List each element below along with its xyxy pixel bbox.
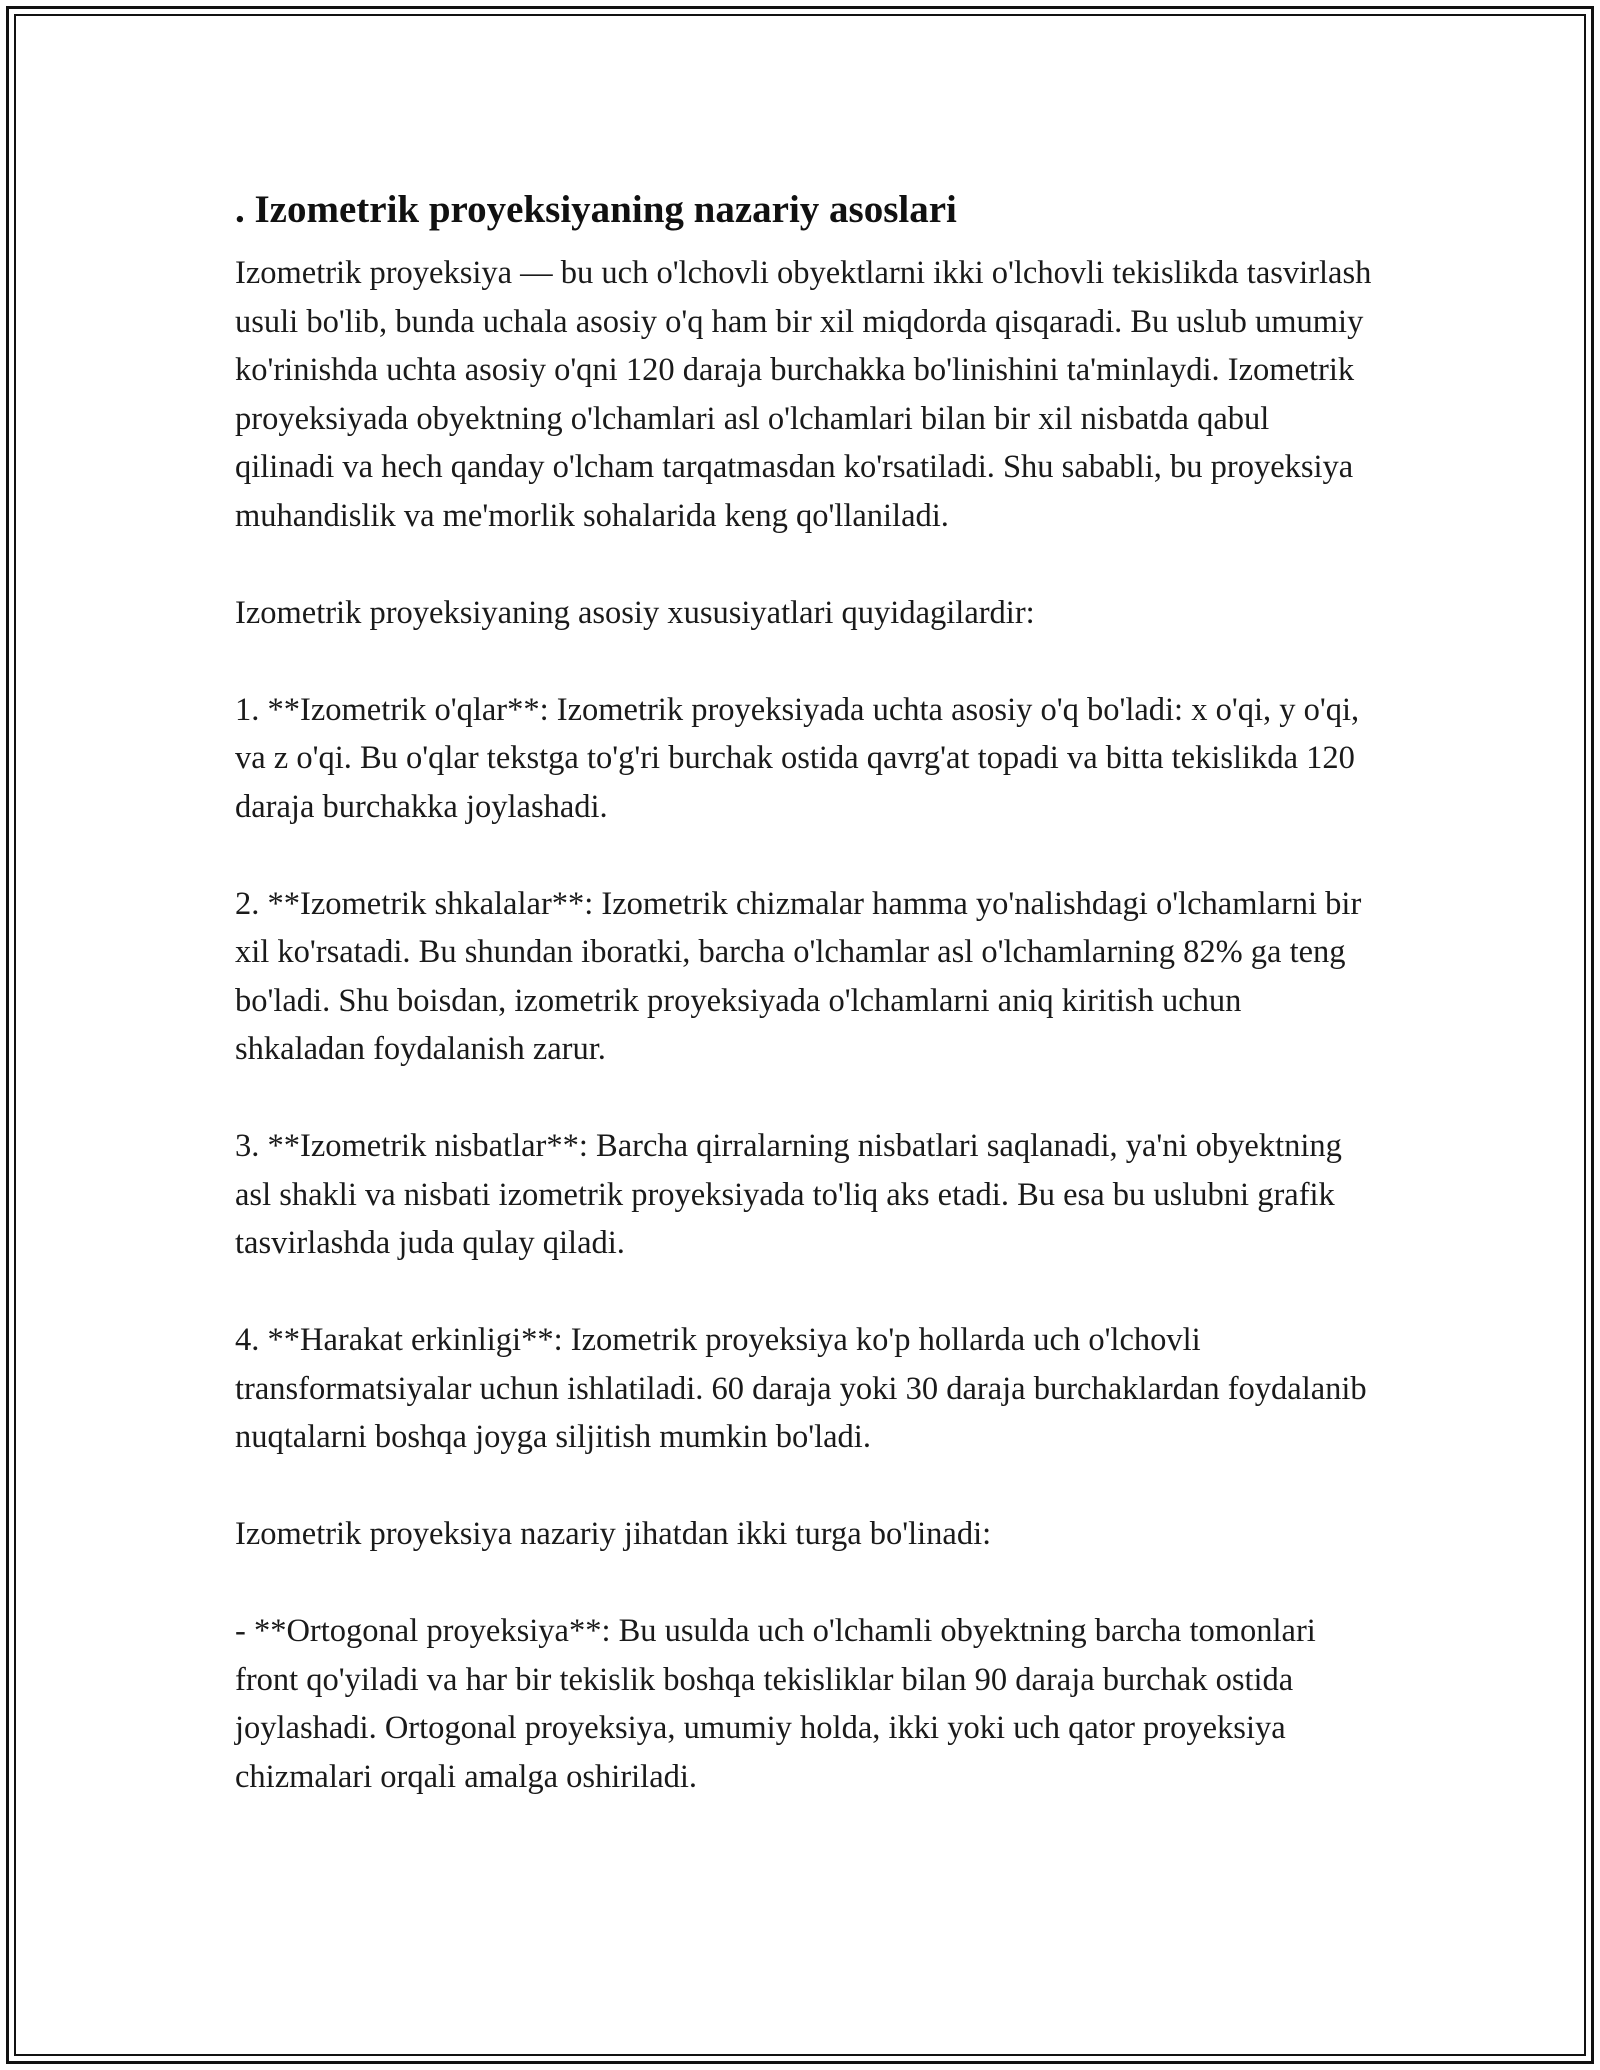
list-item-orthogonal: - **Ortogonal proyeksiya**: Bu usulda uch o'lchamli obyektning barcha tomonlari front qo'yiladi va har bir tekislik boshqa tekisliklar bilan 90 daraja burchak ostida joylashadi. Ortogonal proyeksiya, umumiy holda, ikki yoki uch qator proyeksiya chizmalari orqali amalga oshiriladi. xyxy=(235,1613,1316,1795)
document-body xyxy=(235,185,1375,1850)
list-item-freedom: 4. **Harakat erkinligi**: Izometrik proyeksiya ko'p hollarda uch o'lchovli transformatsiyalar uchun ishlatiladi. 60 daraja yoki 30 daraja burchaklardan foydalanib nuqtalarni boshqa joyga siljitish mumkin bo'ladi. xyxy=(235,1322,1367,1455)
list-item-proportions: 3. **Izometrik nisbatlar**: Barcha qirralarning nisbatlari saqlanadi, ya'ni obyektning asl shakli va nisbati izometrik proyeksiyada to'liq aks etadi. Bu esa bu uslubni grafik tasvirlashda juda qulay qiladi. xyxy=(235,1128,1342,1261)
list-item-scales: 2. **Izometrik shkalalar**: Izometrik chizmalar hamma yo'nalishdagi o'lchamlarni bir xil ko'rsatadi. Bu shundan iboratki, barcha o'lchamlar asl o'lchamlarning 82% ga teng bo'ladi. Shu boisdan, izometrik proyeksiyada o'lchamlarni aniq kiritish uchun shkaladan foydalanish zarur. xyxy=(235,885,1362,1067)
list-item-axes: 1. **Izometrik o'qlar**: Izometrik proyeksiyada uchta asosiy o'q bo'ladi: x o'qi, y o'qi, va z o'qi. Bu o'qlar tekstga to'g'ri burchak ostida qavrg'at topadi va bitta tekislikda 120 daraja burchakka joylashadi. xyxy=(235,691,1360,825)
paragraph-types-intro: Izometrik proyeksiya nazariy jihatdan ikki turga bo'linadi: xyxy=(235,1516,992,1552)
paragraph-features-intro: Izometrik proyeksiyaning asosiy xususiyatlari quyidagilardir: xyxy=(235,594,1035,631)
section-heading: . Izometrik proyeksiyaning nazariy asoslari xyxy=(235,188,957,231)
paragraph-intro: Izometrik proyeksiya — bu uch o'lchovli obyektlarni ikki o'lchovli tekislikda tasvirlash usuli bo'lib, bunda uchala asosiy o'q ham bir xil miqdorda qisqaradi. Bu uslub umumiy ko'rinishda uchta asosiy o'qni 120 daraja burchakka bo'linishini ta'minlaydi. Izometrik proyeksiyada obyektning o'lchamlari asl o'lchamlari bilan bir xil nisbatda qabul qilinadi va hech qanday o'lcham tarqatmasdan ko'rsatiladi. Shu sababli, bu proyeksiya muhandislik va me'morlik sohalarida keng qo'llaniladi. xyxy=(235,255,1372,534)
